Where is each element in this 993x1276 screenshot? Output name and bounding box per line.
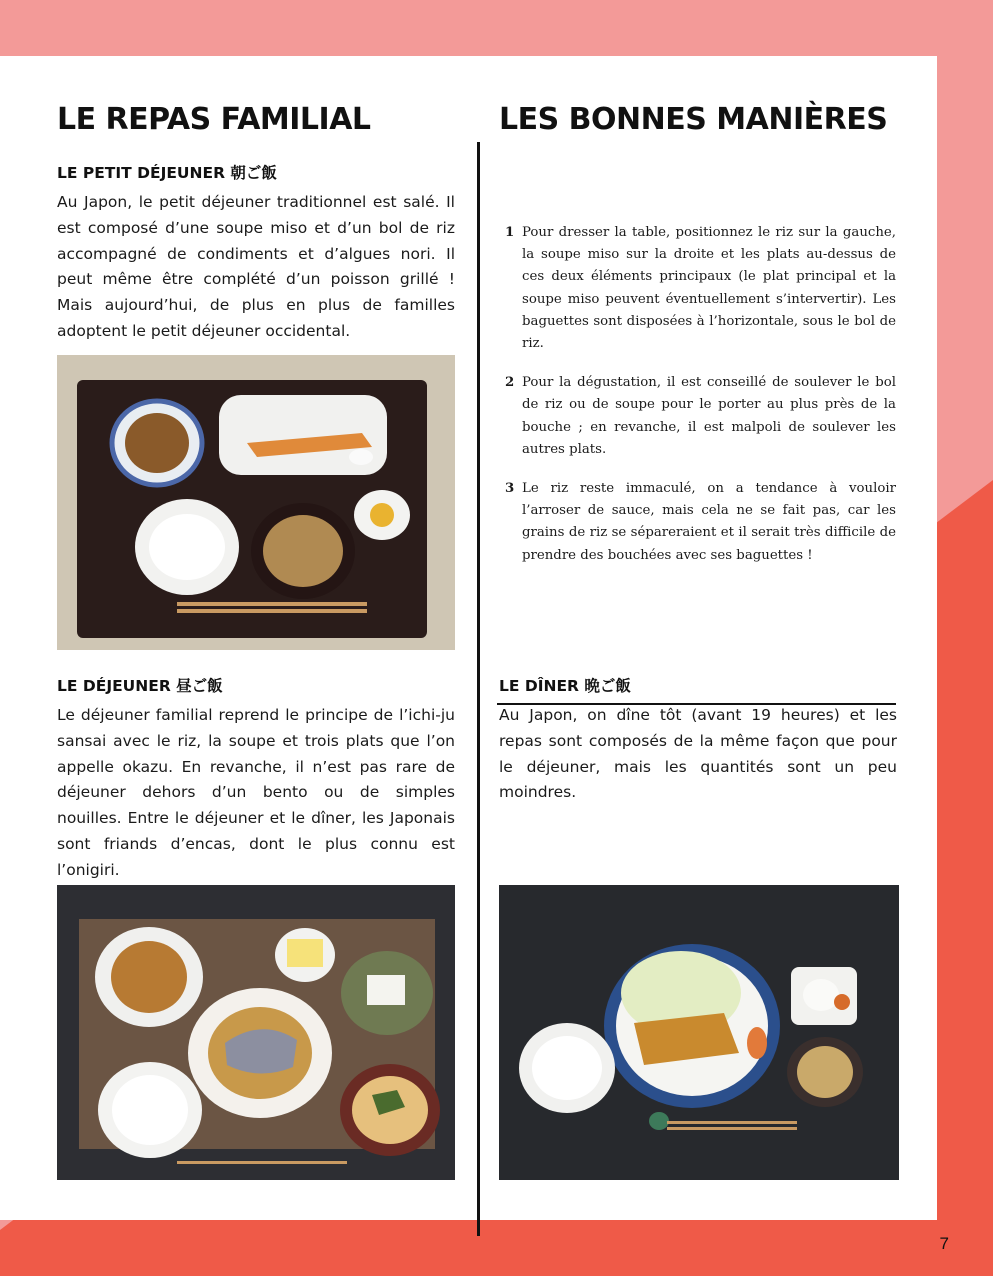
manners-item-number: 3 [505, 481, 515, 497]
lunch-text: Le déjeuner familial reprend le principe de l’ichi-ju sansai avec le riz, la soupe et trois plats que l’on appelle okazu. En revanche, il n’est pas rare de déjeuner dehors d’un bento ou de simples nouilles. Entre le déjeuner et le dîner, les Japonais sont friands d’encas, dont le plus connu est l’onigiri. [57, 706, 455, 879]
left-title: LE REPAS FAMILIAL [57, 102, 371, 137]
lunch-photo [57, 885, 455, 1180]
lunch-heading: LE DÉJEUNER 昼ご飯 [57, 677, 223, 695]
manners-item-number: 2 [505, 375, 515, 391]
page-sheet [0, 56, 937, 1220]
dinner-heading: LE DÎNER 晩ご飯 [499, 677, 631, 695]
right-title: LES BONNES MANIÈRES [499, 102, 888, 137]
manners-item-text: Pour la dégustation, il est conseillé de soulever le bol de riz ou de soupe pour le porter au plus près de la bouche ; en revanche, il est malpoli de soulever les autres plats. [522, 375, 896, 457]
manners-item [500, 372, 896, 461]
manners-item-text: Pour dresser la table, positionnez le riz sur la gauche, la soupe miso sur la droite et les plats au-dessus de ces deux éléments principaux (le plat principal et la soupe miso peuvent éventuellement s’intervertir). Les baguettes sont disposées à l’horizontale, sous le bol de riz. [522, 225, 896, 352]
manners-item [500, 222, 896, 355]
column-divider [477, 142, 480, 1236]
breakfast-text: Au Japon, le petit déjeuner traditionnel est salé. Il est composé d’une soupe miso et d’un bol de riz accompagné de condiments et d’algues nori. Il peut même être complété d’un poisson grillé ! Mais aujourd’hui, de plus en plus de familles adoptent le petit déjeuner occidental. [57, 193, 455, 340]
breakfast-heading: LE PETIT DÉJEUNER 朝ご飯 [57, 164, 277, 182]
manners-item-text: Le riz reste immaculé, on a tendance à vouloir l’arroser de sauce, mais cela ne se fait pas, car les grains de riz se sépareraient et il serait très difficile de prendre des bouchées avec ses baguettes ! [522, 481, 896, 563]
manners-item [500, 478, 896, 567]
manners-item-number: 1 [505, 225, 515, 240]
dinner-text: Au Japon, on dîne tôt (avant 19 heures) et les repas sont composés de la même façon que pour le déjeuner, mais les quantités sont un peu moindres. [499, 706, 897, 802]
manners-list [500, 222, 896, 584]
dinner-photo [499, 885, 899, 1180]
page-number: 7 [939, 1234, 949, 1253]
breakfast-photo [57, 355, 455, 650]
